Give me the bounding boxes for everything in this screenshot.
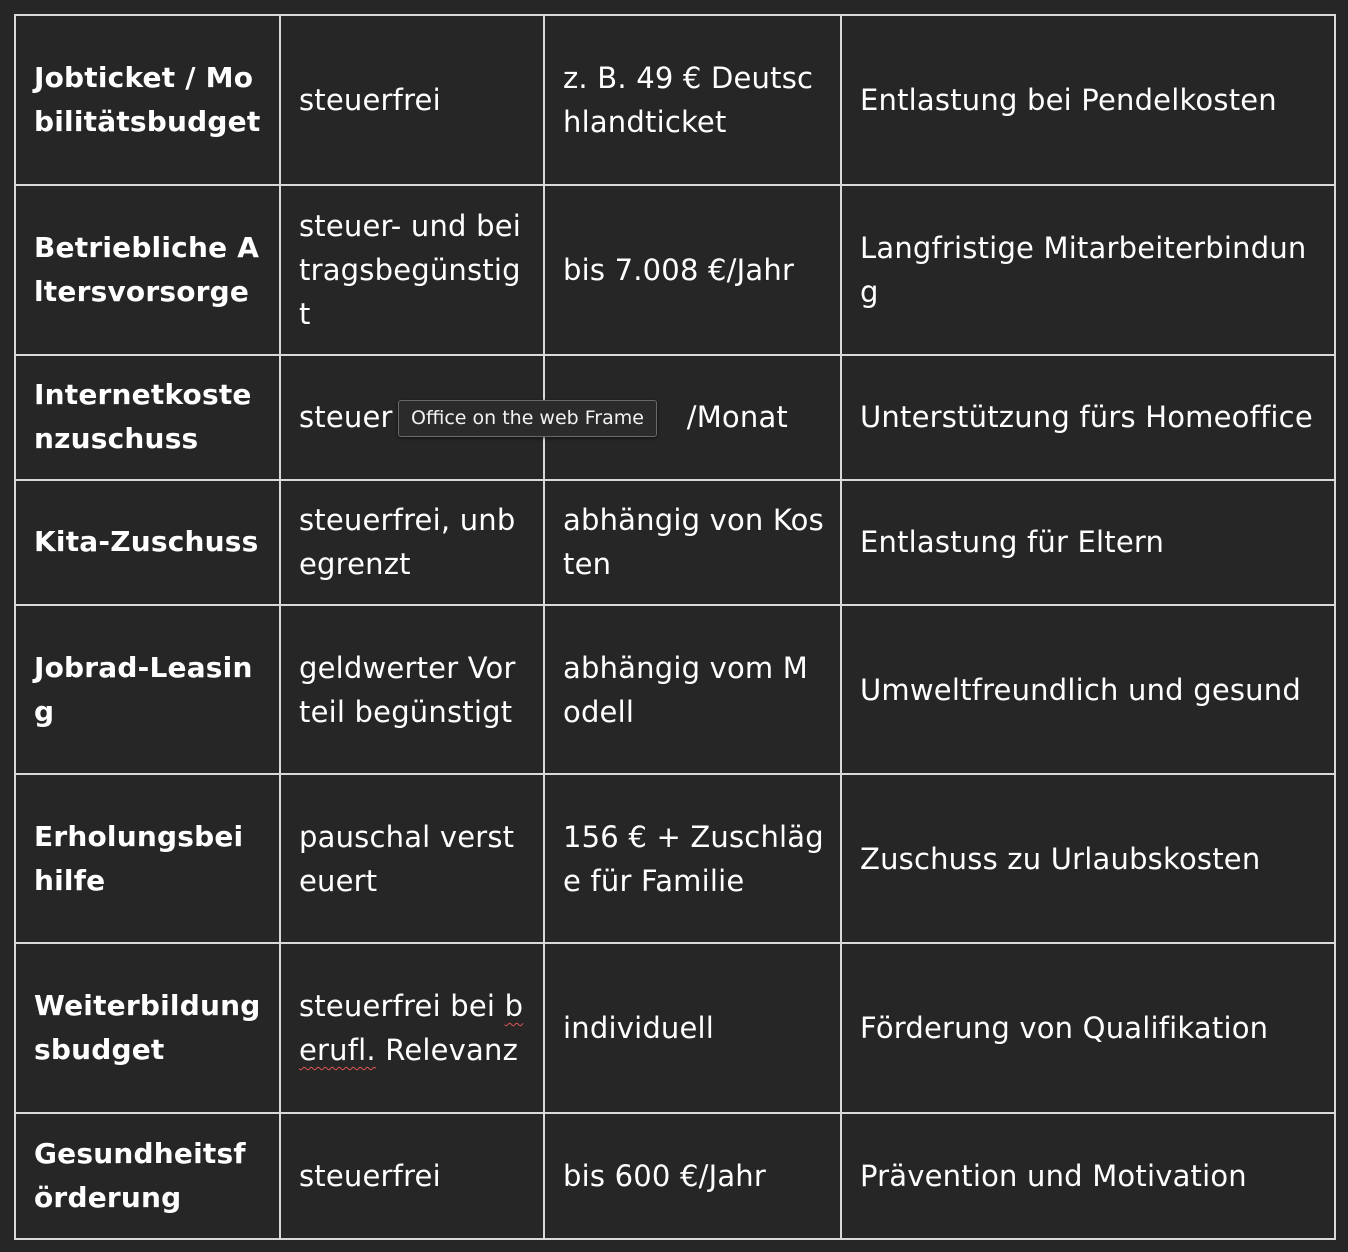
tax-status-cell[interactable]: steuerfrei bbox=[280, 1113, 544, 1239]
advantage-cell[interactable]: Unterstützung fürs Homeoffice bbox=[841, 355, 1335, 480]
tax-status-cell[interactable] bbox=[280, 943, 544, 1112]
amount-cell[interactable]: abhängig von Kosten bbox=[544, 480, 841, 605]
table-row bbox=[15, 185, 1335, 354]
table-row bbox=[15, 943, 1335, 1112]
tax-status-cell[interactable]: steuer- und beitragsbegünstigt bbox=[280, 185, 544, 354]
tax-status-cell[interactable]: pauschal versteuert bbox=[280, 774, 544, 943]
advantage-cell[interactable]: Umweltfreundlich und gesund bbox=[841, 605, 1335, 774]
tax-status-cell[interactable]: steuerfrei bbox=[280, 15, 544, 185]
benefit-name-cell[interactable]: Gesundheitsförderung bbox=[15, 1113, 280, 1239]
tax-status-cell[interactable]: steuerfrei, unbegrenzt bbox=[280, 480, 544, 605]
benefit-name-cell[interactable]: Kita-Zuschuss bbox=[15, 480, 280, 605]
tax-status-cell[interactable]: steuer bbox=[280, 355, 544, 480]
benefit-name-cell[interactable]: Weiterbildungsbudget bbox=[15, 943, 280, 1112]
amount-cell[interactable]: 156 € + Zuschläge für Familie bbox=[544, 774, 841, 943]
benefits-table-container bbox=[14, 14, 1334, 1240]
table-row bbox=[15, 15, 1335, 185]
advantage-cell[interactable]: Entlastung bei Pendelkosten bbox=[841, 15, 1335, 185]
advantage-cell[interactable]: Förderung von Qualifikation bbox=[841, 943, 1335, 1112]
amount-cell[interactable]: z. B. 49 € Deutschlandticket bbox=[544, 15, 841, 185]
frame-tooltip: Office on the web Frame bbox=[398, 400, 657, 437]
amount-cell[interactable]: individuell bbox=[544, 943, 841, 1112]
benefits-table bbox=[14, 14, 1336, 1240]
table-row bbox=[15, 774, 1335, 943]
amount-cell[interactable]: bis 7.008 €/Jahr bbox=[544, 185, 841, 354]
advantage-cell[interactable]: Entlastung für Eltern bbox=[841, 480, 1335, 605]
table-row bbox=[15, 1113, 1335, 1239]
amount-cell[interactable]: abhängig vom Modell bbox=[544, 605, 841, 774]
tax-status-cell[interactable]: geldwerter Vorteil begünstigt bbox=[280, 605, 544, 774]
benefit-name-cell[interactable]: Erholungsbeihilfe bbox=[15, 774, 280, 943]
benefit-name-cell[interactable]: Betriebliche Altersvorsorge bbox=[15, 185, 280, 354]
benefit-name-cell[interactable]: Jobticket / Mobilitätsbudget bbox=[15, 15, 280, 185]
table-row bbox=[15, 480, 1335, 605]
tax-status-text: Relevanz bbox=[385, 1033, 518, 1068]
tax-status-text: steuerfrei bei bbox=[299, 989, 496, 1024]
advantage-cell[interactable]: Zuschuss zu Urlaubskosten bbox=[841, 774, 1335, 943]
amount-text: /Monat bbox=[686, 400, 788, 435]
benefit-name-cell[interactable]: Internetkostenzuschuss bbox=[15, 355, 280, 480]
table-row bbox=[15, 605, 1335, 774]
table-row bbox=[15, 355, 1335, 480]
advantage-cell[interactable]: Prävention und Motivation bbox=[841, 1113, 1335, 1239]
amount-cell[interactable]: bis 600 €/Jahr bbox=[544, 1113, 841, 1239]
spellcheck-flagged-word[interactable]: berufl. bbox=[299, 989, 524, 1068]
advantage-cell[interactable]: Langfristige Mitarbeiterbindung bbox=[841, 185, 1335, 354]
benefit-name-cell[interactable]: Jobrad-Leasing bbox=[15, 605, 280, 774]
